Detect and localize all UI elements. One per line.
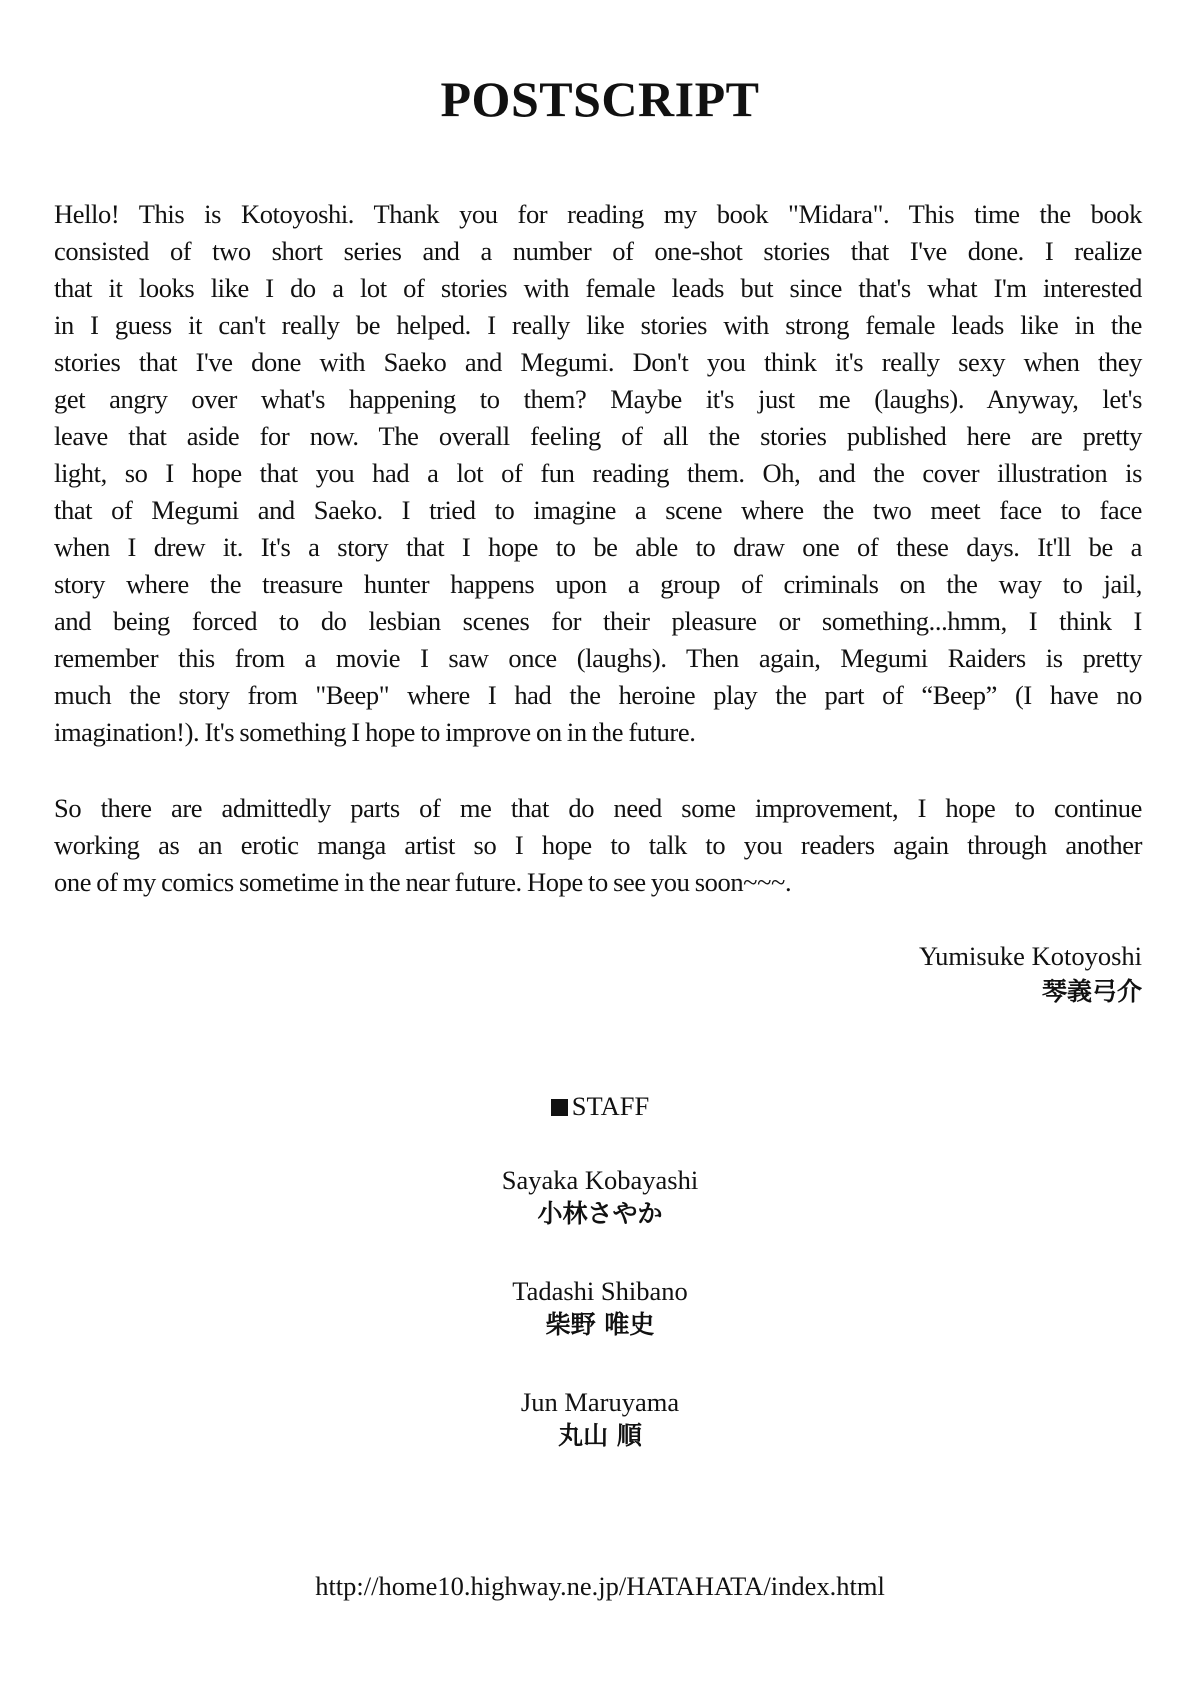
paragraph-2 [54,790,1142,901]
text-line: when I drew it. It's a story that I hope to be able to draw one of these days. It'll be a [54,532,1142,562]
staff-name: Sayaka Kobayashi [501,1165,699,1195]
text-line: stories that I've done with Saeko and Megumi. Don't you think it's really sexy when they [54,347,1142,377]
text-line: imagination!). It's something I hope to improve on in the future. [54,717,696,747]
text-line: and being forced to do lesbian scenes for their pleasure or something...hmm, I think I [54,606,1142,636]
paragraph-1 [54,196,1142,751]
text-line: much the story from "Beep" where I had the heroine play the part of “Beep” (I have no [54,680,1142,710]
staff-heading-label: STAFF [571,1091,650,1121]
staff-name: Jun Maruyama [520,1387,680,1417]
staff-name-jp: 小林さやか [537,1199,663,1228]
text-line: So there are admittedly parts of me that do need some improvement, I hope to continue [54,793,1142,823]
staff-member [0,1385,1200,1453]
text-line: get angry over what's happening to them? Maybe it's just me (laughs). Anyway, let's [54,384,1142,414]
staff-name-jp: 柴野 唯史 [545,1310,655,1339]
text-line: Hello! This is Kotoyoshi. Thank you for reading my book "Midara". This time the book [54,199,1142,229]
signature-name: Yumisuke Kotoyoshi [918,941,1142,971]
staff-member [0,1274,1200,1342]
website-url[interactable]: http://home10.highway.ne.jp/HATAHATA/index.html [315,1571,885,1601]
text-line: working as an erotic manga artist so I hope to talk to you readers again through another [54,830,1142,860]
signature [919,938,1142,1010]
signature-name-jp: 琴義弓介 [1041,977,1142,1006]
staff-name: Tadashi Shibano [512,1276,688,1306]
text-line: consisted of two short series and a number of one-shot stories that I've done. I realize [54,236,1142,266]
text-line: story where the treasure hunter happens upon a group of criminals on the way to jail, [54,569,1142,599]
staff-name-jp: 丸山 順 [558,1421,642,1450]
staff-member [0,1163,1200,1231]
text-line: that it looks like I do a lot of stories with female leads but since that's what I'm interested [54,273,1142,303]
text-line: light, so I hope that you had a lot of fun reading them. Oh, and the cover illustration is [54,458,1142,488]
text-line: that of Megumi and Saeko. I tried to imagine a scene where the two meet face to face [54,495,1142,525]
square-bullet-icon [551,1099,568,1116]
page-title: POSTSCRIPT [440,71,760,127]
text-line: one of my comics sometime in the near future. Hope to see you soon~~~. [54,867,792,897]
text-line: in I guess it can't really be helped. I really like stories with strong female leads like in the [54,310,1142,340]
text-line: leave that aside for now. The overall feeling of all the stories published here are pretty [54,421,1142,451]
staff-heading [0,1089,1200,1124]
text-line: remember this from a movie I saw once (laughs). Then again, Megumi Raiders is pretty [54,643,1142,673]
